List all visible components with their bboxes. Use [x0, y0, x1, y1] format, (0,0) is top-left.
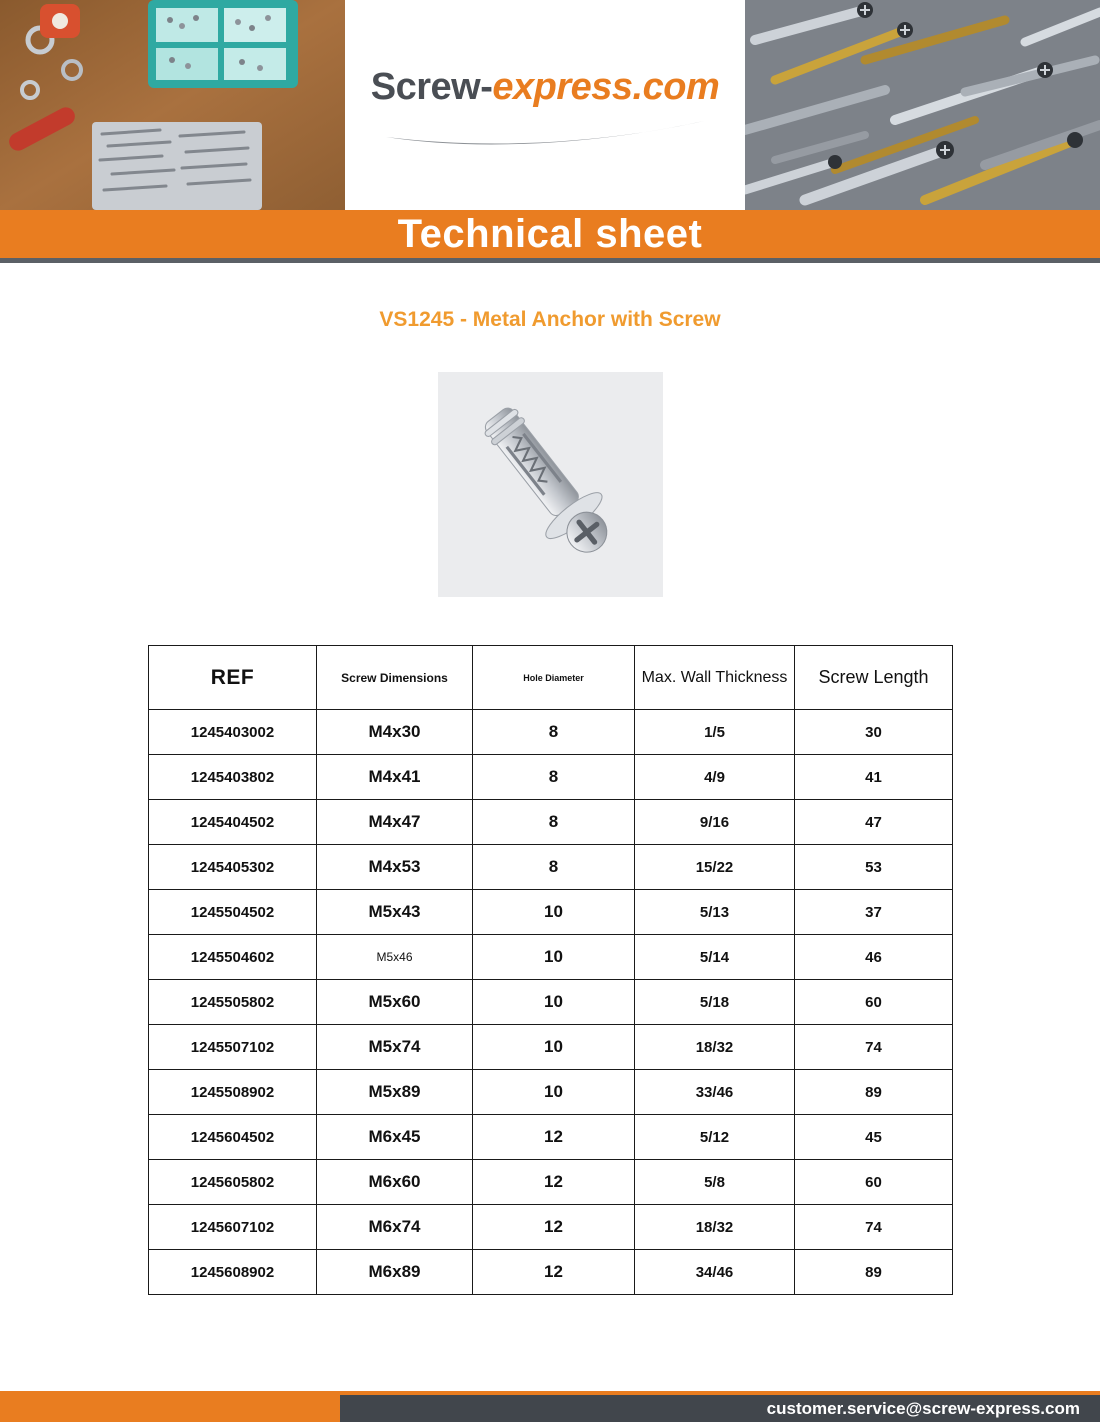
- table-row: [149, 1025, 953, 1070]
- banner: [0, 210, 1100, 263]
- column-header-screw-dimensions: Screw Dimensions: [317, 646, 473, 710]
- cell-len: 41: [795, 755, 953, 800]
- cell-hole: 10: [473, 1070, 635, 1115]
- cell-ref: 1245504502: [149, 890, 317, 935]
- cell-hole: 8: [473, 710, 635, 755]
- cell-len: 89: [795, 1250, 953, 1295]
- cell-wall: 1/5: [635, 710, 795, 755]
- table-row: [149, 800, 953, 845]
- cell-len: 60: [795, 1160, 953, 1205]
- cell-hole: 10: [473, 890, 635, 935]
- product-photo: [438, 372, 663, 597]
- cell-dim: M5x60: [317, 980, 473, 1025]
- cell-hole: 8: [473, 800, 635, 845]
- cell-ref: 1245607102: [149, 1205, 317, 1250]
- cell-wall: 5/8: [635, 1160, 795, 1205]
- footer-email[interactable]: customer.service@screw-express.com: [766, 1398, 1080, 1418]
- cell-hole: 8: [473, 755, 635, 800]
- cell-wall: 18/32: [635, 1025, 795, 1070]
- cell-dim: M6x89: [317, 1250, 473, 1295]
- cell-wall: 5/14: [635, 935, 795, 980]
- cell-dim: M5x43: [317, 890, 473, 935]
- table-row: [149, 710, 953, 755]
- cell-dim: M5x89: [317, 1070, 473, 1115]
- column-header-screw-length: Screw Length: [795, 646, 953, 710]
- product-title: VS1245 - Metal Anchor with Screw: [379, 308, 721, 331]
- cell-hole: 8: [473, 845, 635, 890]
- cell-len: 30: [795, 710, 953, 755]
- cell-hole: 12: [473, 1205, 635, 1250]
- table-header-row: [149, 646, 953, 710]
- column-header-ref: REF: [149, 646, 317, 710]
- spec-table: [148, 645, 953, 1295]
- cell-dim: M4x47: [317, 800, 473, 845]
- cell-ref: 1245404502: [149, 800, 317, 845]
- cell-len: 74: [795, 1205, 953, 1250]
- cell-len: 60: [795, 980, 953, 1025]
- cell-len: 53: [795, 845, 953, 890]
- page-header: [0, 0, 1100, 210]
- table-row: [149, 1160, 953, 1205]
- table-row: [149, 1070, 953, 1115]
- banner-title: Technical sheet: [397, 211, 703, 256]
- cell-len: 46: [795, 935, 953, 980]
- cell-wall: 9/16: [635, 800, 795, 845]
- cell-wall: 5/13: [635, 890, 795, 935]
- cell-wall: 18/32: [635, 1205, 795, 1250]
- table-row: [149, 1205, 953, 1250]
- table-row: [149, 1250, 953, 1295]
- cell-ref: 1245604502: [149, 1115, 317, 1160]
- cell-hole: 10: [473, 935, 635, 980]
- cell-wall: 5/12: [635, 1115, 795, 1160]
- cell-wall: 34/46: [635, 1250, 795, 1295]
- cell-wall: 5/18: [635, 980, 795, 1025]
- logo-text-dark: Screw-: [370, 65, 493, 108]
- table-row: [149, 890, 953, 935]
- cell-hole: 12: [473, 1250, 635, 1295]
- metal-anchor-illustration: [445, 380, 655, 590]
- cell-hole: 10: [473, 980, 635, 1025]
- table-row: [149, 980, 953, 1025]
- cell-dim: M5x74: [317, 1025, 473, 1070]
- cell-dim: M4x41: [317, 755, 473, 800]
- logo-text-orange: express.com: [492, 65, 720, 108]
- cell-ref: 1245605802: [149, 1160, 317, 1205]
- cell-ref: 1245507102: [149, 1025, 317, 1070]
- cell-wall: 15/22: [635, 845, 795, 890]
- cell-len: 89: [795, 1070, 953, 1115]
- table-row: [149, 935, 953, 980]
- brand-logo: [345, 0, 745, 210]
- cell-ref: 1245403002: [149, 710, 317, 755]
- logo-swoosh: [380, 117, 710, 151]
- cell-dim: M6x74: [317, 1205, 473, 1250]
- cell-hole: 12: [473, 1115, 635, 1160]
- page-footer: [0, 1391, 1100, 1422]
- table-row: [149, 755, 953, 800]
- logo-text: [371, 66, 720, 109]
- workbench-photo-art: [0, 0, 345, 210]
- cell-wall: 33/46: [635, 1070, 795, 1115]
- footer-email-bar: [340, 1395, 1100, 1422]
- cell-dim: M5x46: [317, 935, 473, 980]
- cell-len: 45: [795, 1115, 953, 1160]
- column-header-hole-diameter: Hole Diameter: [473, 646, 635, 710]
- cell-ref: 1245405302: [149, 845, 317, 890]
- product-photo-wrap: [0, 372, 1100, 597]
- cell-len: 37: [795, 890, 953, 935]
- column-header-max-wall-thickness: Max. Wall Thickness: [635, 646, 795, 710]
- cell-ref: 1245505802: [149, 980, 317, 1025]
- cell-dim: M6x45: [317, 1115, 473, 1160]
- cell-hole: 12: [473, 1160, 635, 1205]
- screws-photo-art: [745, 0, 1100, 210]
- cell-hole: 10: [473, 1025, 635, 1070]
- table-body: [149, 710, 953, 1295]
- cell-ref: 1245608902: [149, 1250, 317, 1295]
- table-row: [149, 845, 953, 890]
- cell-ref: 1245403802: [149, 755, 317, 800]
- cell-dim: M4x30: [317, 710, 473, 755]
- cell-ref: 1245508902: [149, 1070, 317, 1115]
- cell-ref: 1245504602: [149, 935, 317, 980]
- workbench-photo: [0, 0, 345, 210]
- cell-dim: M6x60: [317, 1160, 473, 1205]
- cell-len: 74: [795, 1025, 953, 1070]
- table-row: [149, 1115, 953, 1160]
- cell-len: 47: [795, 800, 953, 845]
- cell-wall: 4/9: [635, 755, 795, 800]
- spec-table-wrap: [148, 645, 952, 1295]
- cell-dim: M4x53: [317, 845, 473, 890]
- screws-photo: [745, 0, 1100, 210]
